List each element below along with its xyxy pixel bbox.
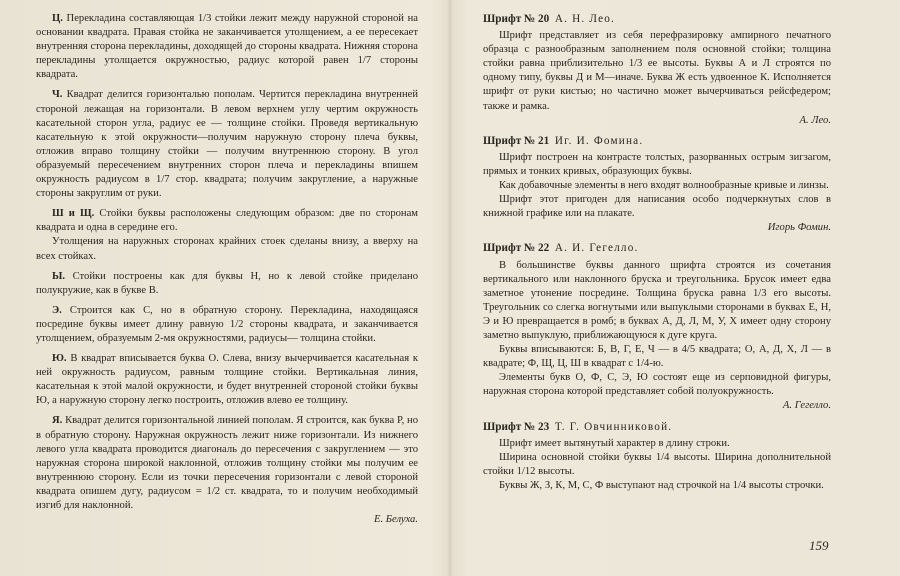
right-column: [483, 12, 831, 493]
font-number: Шрифт № 23: [483, 420, 550, 433]
font-author: Т. Г. Овчинниковой.: [554, 420, 673, 433]
section-paragraph: Шрифт построен на контрасте толстых, разорванных острым зигзагом, прямых и тонких кривых, образующих буквы.: [483, 151, 831, 177]
paragraph-sh: [36, 207, 418, 235]
paragraph-text: Утолщения на наружных сторонах крайних стоек сделаны внизу, а вверху на всех стойках.: [36, 236, 418, 262]
paragraph-lead: Ч.: [52, 89, 63, 101]
author-signature: Игорь Фомин.: [767, 222, 831, 234]
paragraph-ch: [36, 88, 418, 201]
paragraph-text: Стойки построены как для буквы Н, но к левой стойке приделано полукружие, как в букве В.: [36, 270, 418, 296]
paragraph-text: Стойки буквы расположены следующим образом: две по сторонам квадрата и одна в середине его.: [36, 208, 418, 234]
paragraph-yu: [36, 352, 418, 408]
paragraph-lead: Ы.: [52, 270, 66, 282]
paragraph-text: Квадрат делится горизонталью пополам. Чертится перекладина внутренней стороной лежащая на горизонтали. В левом верхнем углу чертим окружность касательной сторон угла, радиус ее — толщине стойки. Проведя вертикальную касательную к этой окружности—получим наружную сторону плеча буквы, отложив вправо толщину стойки — получим внутреннюю сторону. В угол образуемый пересечением внутренних сторон плеча и перекладины впишем окружность радиусом в 1/7 стор. квадрата; получим закругление, а наружные стороны закруглим от руки.: [36, 89, 418, 200]
author-signature: А. Гегелло.: [782, 400, 831, 412]
font-number: Шрифт № 20: [483, 13, 550, 25]
section-header: [483, 12, 831, 26]
paragraph-sh-cont: [36, 235, 418, 263]
section-paragraph: В большинстве буквы данного шрифта строятся из сочетания вертикального или наклонного бруска и треугольника. Брусок имеет едва заметное утонение посредине. Толщина бруска равна 1/3 его высоты. Треугольник со слегка вогнутыми или выпуклыми сторонами в буквах Е, Н, Э и Ю превращается в ромб; в буквах А, Д, Л, М, У, Х имеет одну сторону заметно выпуклую, приближающуюся к дуге круга.: [483, 259, 831, 341]
font-author: Иг. И. Фомина.: [554, 134, 644, 147]
paragraph-text: Строится как С, но в обратную сторону. Перекладина, находящаяся посредине буквы имеет длину равную 1/2 стороны квадрата, и заканчивается утолщением, образуемым 2-мя окружностями, радиусы— толщина стойки.: [36, 304, 418, 344]
section-paragraph: Как добавочные элементы в него входят волнообразные кривые и линзы.: [499, 180, 829, 192]
paragraph-text: Квадрат делится горизонтальной линией пополам. Я строится, как буква Р, но в обратную сторону. Наружная окружность лежит ниже горизонтали. Из нижнего левого угла квадрата проводится диагональ до пересечения с закруглением — это наружная сторона широкой наклонной, отложив толщину стойки мы получим ее внутреннюю сторону. Если из точки пересечения горизонтали с левой стороной квадрата опишем дугу, радиусом = 1/2 ст. квадрата, то и получим необходимый изгиб для наклонной.: [36, 415, 418, 511]
font-author: А. Н. Лео.: [554, 13, 616, 25]
font-number: Шрифт № 21: [483, 134, 550, 147]
paragraph-text: В квадрат вписывается буква О. Слева, внизу вычерчивается касательная к ней окружность радиусом, равным толщине стойки. Вертикальная линия, касательная к этой малой окружности, и будет внутренней стороной стойки буквы Ю, а наружную сторону легко построить, отложив влево ее толщину.: [36, 353, 418, 407]
paragraph-text: Перекладина составляющая 1/3 стойки лежит между наружной стороной на основании квадрата. Правая стойка не заканчивается утолщением, а ее пересекает внутренняя сторона перекладины, доходящей до стороны квадрата. Нижняя сторона перекладины утолщается окружностью, радиус которой равен 1/7 стороны квадрата.: [36, 13, 418, 81]
paragraph-lead: Э.: [52, 304, 62, 316]
section-paragraph: Буквы Ж, З, К, М, С, Ф выступают над строчкой на 1/4 высоты строчки.: [499, 479, 824, 491]
font-number: Шрифт № 22: [483, 242, 550, 255]
section-paragraph: Шрифт имеет вытянутый характер в длину строки.: [499, 437, 730, 449]
author-signature: А. Лео.: [799, 114, 831, 126]
paragraph-e: [36, 304, 418, 346]
section-paragraph: Ширина основной стойки буквы 1/4 высоты. Ширина дополнительной стойки 1/12 высоты.: [483, 451, 831, 477]
paragraph-ya: [36, 414, 418, 513]
author-signature: Е. Белуха.: [373, 514, 418, 526]
section-paragraph: Буквы вписываются: Б, В, Г, Е, Ч — в 4/5 квадрата; О, А, Д, Х, Л — в квадрате; Ф, Щ, Ц, Ш в квадрат с 1/4-ю.: [483, 344, 831, 370]
section-paragraph: Шрифт этот пригоден для написания особо подчеркнутых слов в книжной графике или на плакате.: [483, 194, 831, 220]
section-paragraph: Элементы букв О, Ф, С, Э, Ю состоят еще из серповидной фигуры, наружная сторона которой представляет собой полуокружность.: [483, 372, 831, 398]
page-number: 159: [809, 538, 829, 553]
paragraph-lead: Ю.: [52, 353, 67, 365]
paragraph-lead: Я.: [52, 415, 63, 427]
left-column: [36, 12, 418, 527]
paragraph-y: [36, 270, 418, 298]
book-gutter: [447, 0, 453, 576]
section-header: [483, 134, 831, 148]
paragraph-lead: Ц.: [52, 13, 63, 24]
section-header: [483, 420, 831, 434]
section-header: [483, 241, 831, 255]
section-paragraph: Шрифт представляет из себя перефразировку ампирного печатного образца с разнообразным заполнением поля основной стойки; толщина стойки равна приблизительно 1/3 ее высоты. Буквы А и Л строятся по одному типу, буквы Д и М—иначе. Буква Ж есть удвоенное К. Исполняется шрифт от руки кистью; но частично может вычерчиваться рейсфедером; также и рамка.: [483, 30, 831, 112]
paragraph-ts: [36, 12, 418, 82]
paragraph-lead: Ш и Щ.: [52, 208, 95, 220]
font-author: А. И. Гегелло.: [554, 242, 639, 255]
